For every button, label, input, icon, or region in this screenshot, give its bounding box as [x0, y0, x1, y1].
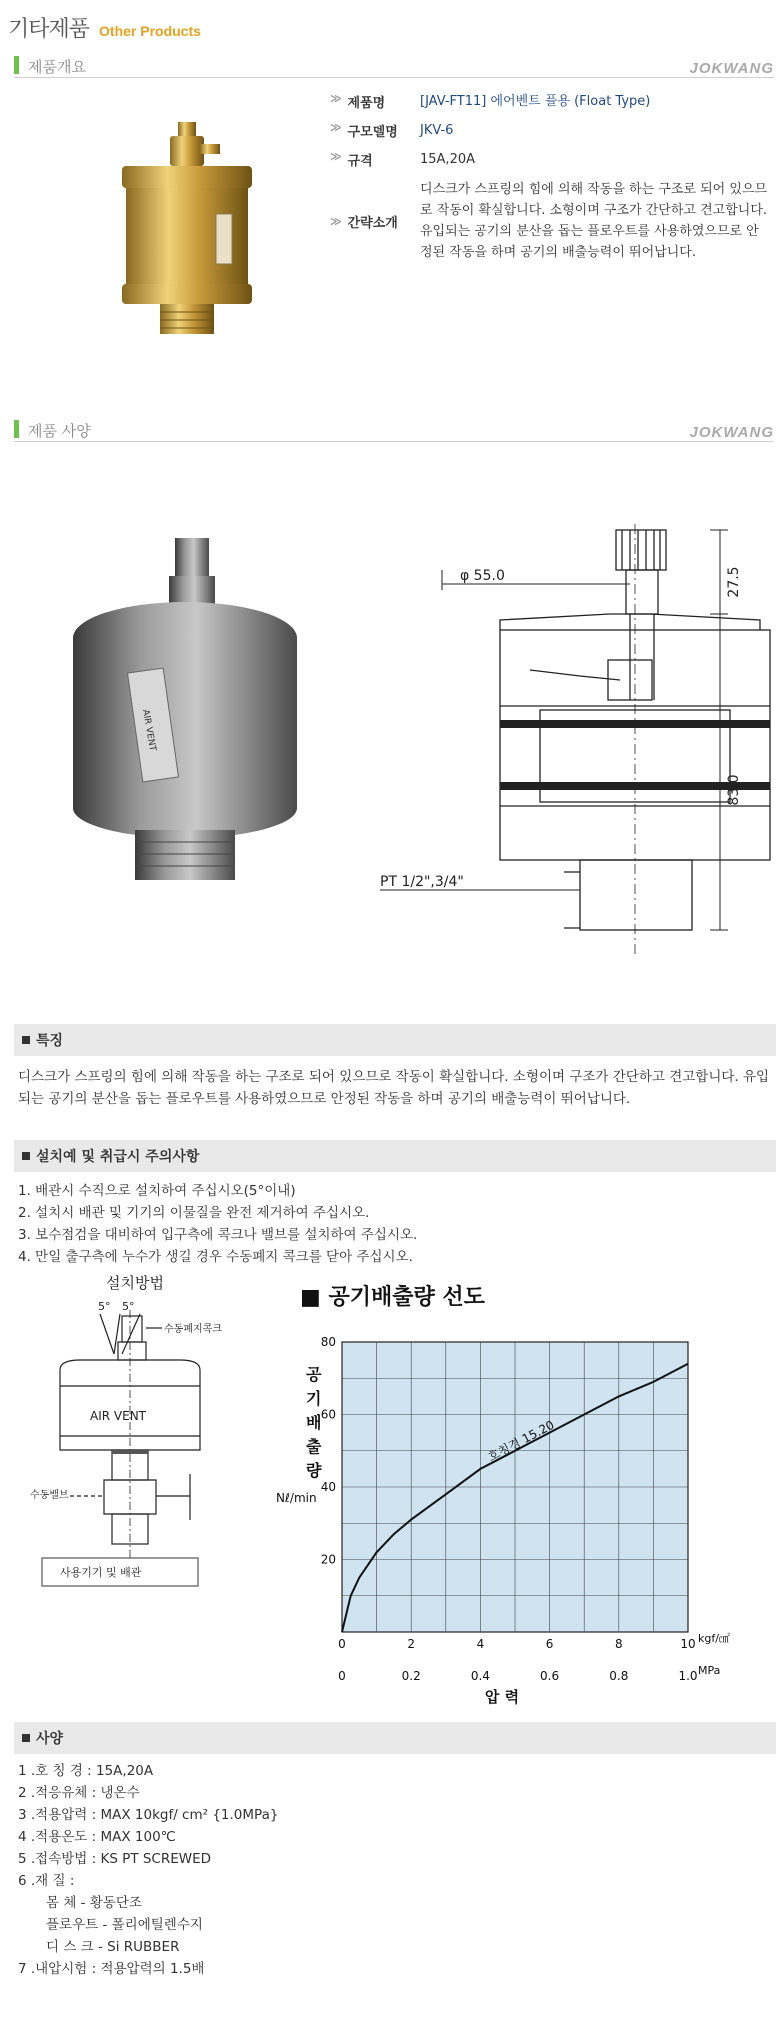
- overview-section-label: 제품개요: [28, 58, 86, 76]
- features-text: 디스크가 스프링의 힘에 의해 작동을 하는 구조로 되어 있으므로 작동이 확실합니다. 소형이며 구조가 간단하고 견고합니다. 유입되는 공기의 분산을 돕는 플로우트를 사용하였으므로 안정된 작동을 하며 공기의 배출능력이 뛰어납니다.: [18, 1069, 770, 1107]
- product-info-row: [330, 150, 770, 169]
- x-tick-top: 10: [680, 1637, 696, 1651]
- spec-line: 7 .내압시험 : 적용압력의 1.5배: [18, 1961, 205, 1977]
- product-name-value: [JAV-FT11] 에어벤트 플용 (Float Type): [420, 94, 651, 109]
- y-tick: 80: [320, 1335, 336, 1349]
- x-tick-top: 2: [407, 1637, 416, 1651]
- angle-left: 5°: [98, 1300, 111, 1313]
- x-axis-label: 압 력: [484, 1688, 520, 1706]
- spec-line: 디 스 크 - Si RUBBER: [46, 1939, 180, 1955]
- caution-item: 4. 만일 출구측에 누수가 생길 경우 수동폐지 콕크를 닫아 주십시오.: [18, 1249, 413, 1265]
- dim-top: 27.5: [726, 566, 742, 598]
- dim-diameter: φ 55.0: [460, 568, 505, 584]
- y-tick: 40: [320, 1480, 336, 1494]
- page-header: [8, 12, 201, 42]
- product-info-row: [330, 121, 770, 140]
- spec-line: 4 .적용온도 : MAX 100℃: [18, 1829, 176, 1845]
- section-marker: [14, 420, 19, 438]
- features-title: 특징: [36, 1033, 64, 1049]
- brand-logo-text: JOKWANG: [689, 424, 774, 441]
- thread-label: PT 1/2",3/4": [380, 874, 464, 890]
- square-icon: [22, 1036, 30, 1044]
- spec-line: 3 .적용압력 : MAX 10kgf/ cm² {1.0MPa}: [18, 1807, 279, 1823]
- spec-line: 2 .적응유체 : 냉온수: [18, 1785, 140, 1801]
- base-label: 사용기기 및 배관: [60, 1566, 142, 1579]
- info-key: 간략소개: [347, 215, 398, 231]
- caution-item: 1. 배관시 수직으로 설치하여 주십시오(5°이내): [18, 1183, 296, 1199]
- spec-line: 5 .접속방법 : KS PT SCREWED: [18, 1851, 212, 1867]
- cautions-title: 설치예 및 취급시 주의사항: [36, 1149, 200, 1165]
- arrow-icon: ≫: [330, 92, 342, 105]
- product-photo-brass: [100, 118, 270, 348]
- spec-line: 플로우트 - 폴리에틸렌수지: [46, 1917, 203, 1933]
- install-title: 설치방법: [106, 1274, 164, 1292]
- arrow-icon: ≫: [330, 214, 342, 228]
- product-info-table: [330, 92, 770, 273]
- spec-line: 6 .재 질 :: [18, 1873, 75, 1889]
- x-tick-bottom: 0.6: [540, 1669, 560, 1683]
- chart-title: ■ 공기배출량 선도: [300, 1285, 485, 1310]
- x-tick-top: 6: [545, 1637, 554, 1651]
- product-photo-steel: [55, 530, 295, 910]
- x-unit-bottom: MPa: [698, 1664, 721, 1677]
- series-label: 호칭경 15.20: [485, 1417, 557, 1465]
- page-subtitle: Other Products: [99, 23, 201, 39]
- info-key: 규격: [347, 154, 373, 169]
- overview-section-bar: [14, 56, 774, 78]
- size-value: 15A,20A: [420, 152, 476, 167]
- spec-section-bar: [14, 420, 774, 442]
- x-tick-bottom: 0.4: [470, 1669, 490, 1683]
- angle-right: 5°: [122, 1300, 135, 1313]
- x-tick-bottom: 0.8: [609, 1669, 629, 1683]
- page-title: 기타제품: [8, 17, 90, 42]
- arrow-icon: ≫: [330, 150, 342, 163]
- caution-item: 3. 보수점검을 대비하여 입구측에 콕크나 밸브를 설치하여 주십시오.: [18, 1227, 418, 1243]
- spec-line: 1 .호 칭 경 : 15A,20A: [18, 1763, 154, 1779]
- old-model-value: JKV-6: [420, 123, 454, 138]
- body-label: AIR VENT: [90, 1409, 146, 1423]
- arrow-icon: ≫: [330, 121, 342, 134]
- x-tick-bottom: 1.0: [678, 1669, 698, 1683]
- y-axis-unit: Nℓ/min: [276, 1491, 317, 1505]
- cock-label: 수동폐지콕크: [164, 1324, 222, 1335]
- y-tick: 20: [320, 1552, 336, 1567]
- product-info-row: [330, 179, 770, 263]
- summary-value: 디스크가 스프링의 힘에 의해 작동을 하는 구조로 되어 있으므로 작동이 확실합니다. 소형이며 구조가 간단하고 견고합니다. 유입되는 공기의 분산을 돕는 플로우트를 사용하였으므로 안정된 작동을 하며 공기의 배출능력이 뛰어납니다.: [420, 182, 768, 260]
- brand-logo-text: JOKWANG: [689, 60, 774, 77]
- section-marker: [14, 56, 19, 74]
- spec-bar: [14, 1722, 776, 1754]
- spec-list: [18, 1760, 278, 1980]
- steel-photo-label: AIR VENT: [140, 708, 158, 752]
- square-icon: [22, 1734, 30, 1742]
- info-key: 구모델명: [347, 125, 398, 140]
- technical-drawing: [380, 520, 740, 960]
- caution-item: 2. 설치시 배관 및 기기의 이물질을 완전 제거하여 주십시오.: [18, 1205, 370, 1221]
- x-tick-top: 8: [614, 1637, 623, 1651]
- valve-label: 수동밸브: [30, 1490, 69, 1501]
- x-tick-bottom: 0: [338, 1669, 346, 1683]
- spec-section-label: 제품 사양: [28, 422, 91, 440]
- spec-title: 사양: [36, 1731, 64, 1747]
- cautions-bar: [14, 1140, 776, 1172]
- product-info-row: [330, 92, 770, 111]
- x-tick-bottom: 0.2: [401, 1669, 421, 1683]
- x-unit-top: kgf/㎠: [698, 1632, 730, 1645]
- dim-height: 83.0: [726, 774, 742, 806]
- spec-line: 몸 체 - 황동단조: [46, 1895, 142, 1911]
- x-tick-top: 0: [338, 1637, 346, 1651]
- y-axis-label: 공 기 배 출 량: [306, 1365, 322, 1480]
- info-key: 제품명: [347, 96, 386, 111]
- cautions-list: [18, 1180, 417, 1268]
- features-bar: [14, 1024, 776, 1056]
- install-diagram: [30, 1270, 300, 1610]
- x-tick-top: 4: [476, 1637, 485, 1651]
- air-discharge-chart: [270, 1270, 760, 1710]
- square-icon: [22, 1152, 30, 1160]
- y-tick: 60: [320, 1407, 336, 1422]
